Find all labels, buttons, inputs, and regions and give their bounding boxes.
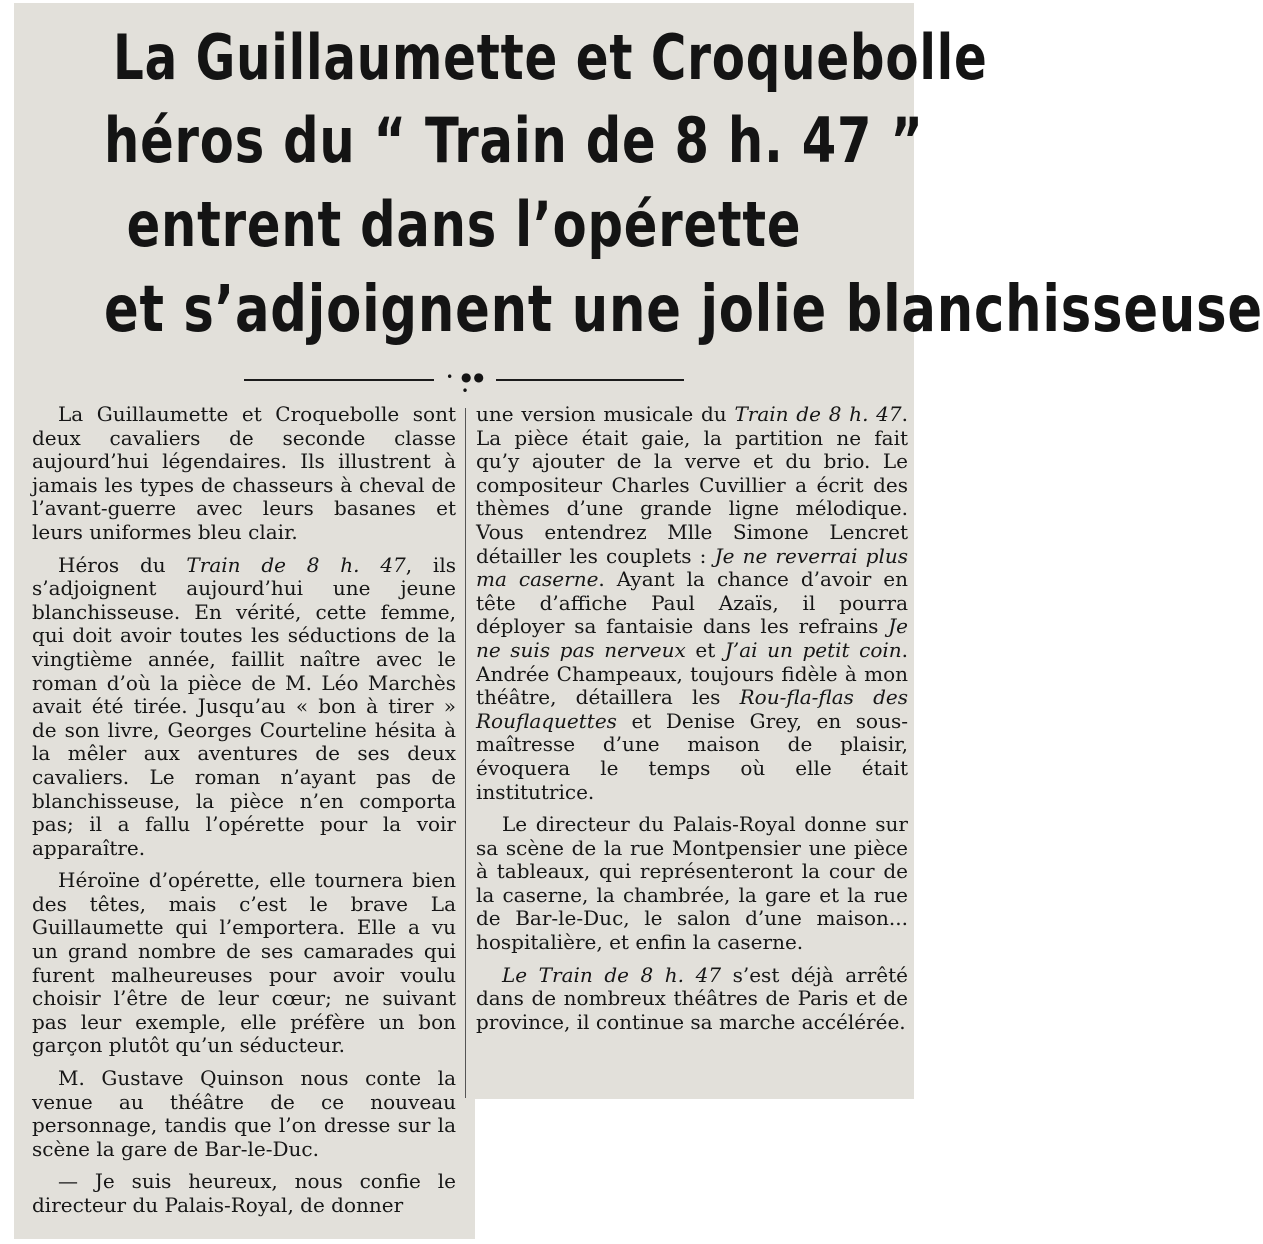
rule-line-right <box>496 379 684 381</box>
headline-line-4: et s’adjoignent une jolie blanchisseuse <box>104 273 1263 347</box>
rule-line-left <box>244 379 434 381</box>
article-column-left <box>32 403 456 1227</box>
paragraph: Le Train de 8 h. 47 s’est déjà arrêté dans de nombreux théâtres de Paris et de province, il continue sa marche accélérée. <box>476 962 908 1034</box>
headline-line-3: entrent dans l’opérette <box>126 188 802 261</box>
article-column-right <box>476 403 908 1043</box>
ornamental-rule <box>244 370 684 398</box>
paragraph: La Guillaumette et Croquebolle sont deux cavaliers de seconde classe aujourd’hui légendaires. Ils illustrent à jamais les types de chasseurs à cheval de l’avant-guerre avec leurs basanes et leurs uniformes bleu clair. <box>32 402 456 544</box>
paragraph: — Je suis heureux, nous confie le directeur du Palais-Royal, de donner <box>32 1169 456 1217</box>
paragraph: Héroïne d’opérette, elle tournera bien des têtes, mais c’est le brave La Guillaumette qui l’emportera. Elle a vu un grand nombre de ses camarades qui furent malheureuses pour avoir voulu choisir l’être de leur cœur; ne suivant pas leur exemple, elle préfère un bon garçon plutôt qu’un séducteur. <box>32 868 456 1058</box>
headline-line-1: La Guillaumette et Croquebolle <box>113 21 988 94</box>
paragraph: Le directeur du Palais-Royal donne sur sa scène de la rue Montpensier une pièce à tableaux, qui représenteront la cour de la caserne, la chambrée, la gare et la rue de Bar-le-Duc, le salon d’une maison... hospitalière, et enfin la caserne. <box>476 812 908 955</box>
paragraph: M. Gustave Quinson nous conte la venue au théâtre de ce nouveau personnage, tandis que l’on dresse sur la scène la gare de Bar-le-Duc. <box>32 1066 456 1161</box>
column-divider <box>465 408 466 1098</box>
rule-ornament: • ●● • <box>446 370 486 398</box>
paragraph: Héros du Train de 8 h. 47, ils s’adjoignent aujourd’hui une jeune blanchisseuse. En vérité, cette femme, qui doit avoir toutes les séductions de la vingtième année, faillit naître avec le roman d’où la pièce de M. Léo Marchès avait été tirée. Jusqu’au « bon à tirer » de son livre, Georges Courteline hésita à la mêler aux aventures de ses deux cavaliers. Le roman n’ayant pas de blanchisseuse, la pièce n’en comporta pas; il a fallu l’opérette pour la voir apparaître. <box>32 552 456 860</box>
paragraph: une version musicale du Train de 8 h. 47. La pièce était gaie, la partition ne fait qu’y ajouter de la verve et du brio. Le compositeur Charles Cuvillier a écrit des thèmes d’une grande ligne mélodique. Vous entendrez Mlle Simone Lencret détailler les couplets : Je ne reverrai plus ma caserne. Ayant la chance d’avoir en tête d’affiche Paul Azaïs, il pourra déployer sa fantaisie dans les refrains Je ne suis pas nerveux et J’ai un petit coin. Andrée Champeaux, toujours fidèle à mon théâtre, détaillera les Rou-fla-flas des Rouflaquettes et Denise Grey, en sous-maîtresse d’une maison de plaisir, évoquera le temps où elle était institutrice. <box>476 402 909 804</box>
newspaper-clipping <box>14 3 1263 1239</box>
headline-line-2: héros du “ Train de 8 h. 47 ” <box>104 104 924 177</box>
